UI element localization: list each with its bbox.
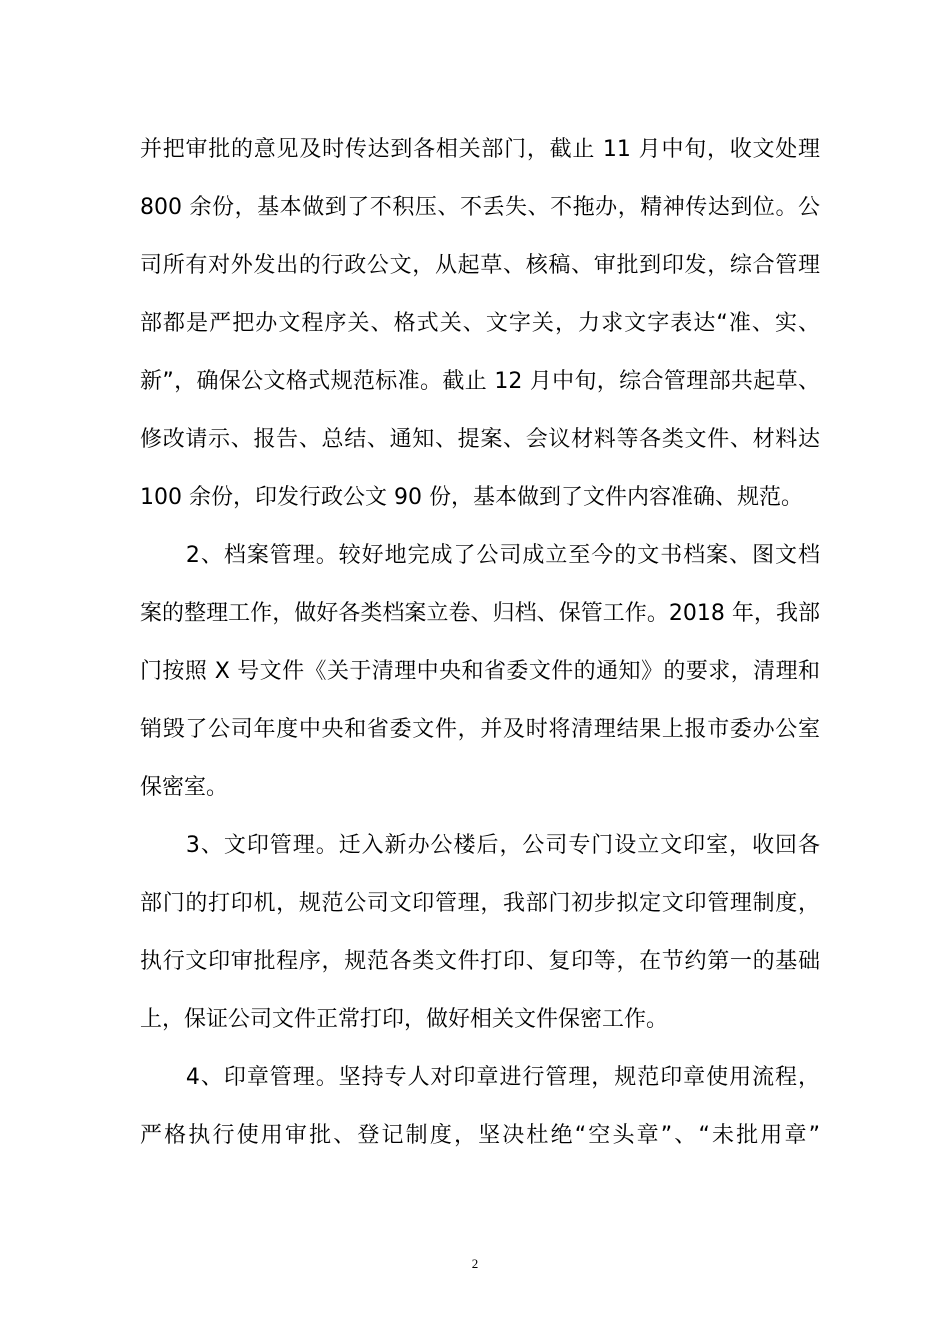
text-line: 门按照 X 号文件《关于清理中央和省委文件的通知》的要求，清理和: [140, 659, 820, 684]
text-line: 保密室。: [140, 775, 229, 800]
text-line: 司所有对外发出的行政公文，从起草、核稿、审批到印发，综合管理: [140, 253, 820, 278]
text-line: 修改请示、报告、总结、通知、提案、会议材料等各类文件、材料达: [140, 427, 820, 452]
document-body: [140, 121, 820, 1165]
text-line: 2、档案管理。较好地完成了公司成立至今的文书档案、图文档: [140, 543, 820, 568]
text-line: 部门的打印机，规范公司文印管理，我部门初步拟定文印管理制度，: [140, 891, 820, 916]
page-number: 2: [471, 1256, 479, 1271]
text-line: 并把审批的意见及时传达到各相关部门，截止 11 月中旬，收文处理: [140, 137, 820, 162]
text-line: 部都是严把办文程序关、格式关、文字关，力求文字表达“准、实、: [140, 311, 820, 336]
text-line: 执行文印审批程序，规范各类文件打印、复印等，在节约第一的基础: [140, 949, 820, 974]
text-line: 严格执行使用审批、登记制度，坚决杜绝“空头章”、“未批用章”: [140, 1123, 820, 1148]
text-line: 新”，确保公文格式规范标准。截止 12 月中旬，综合管理部共起草、: [140, 369, 820, 394]
text-line: 案的整理工作，做好各类档案立卷、归档、保管工作。2018 年，我部: [140, 601, 820, 626]
text-line: 800 余份，基本做到了不积压、不丢失、不拖办，精神传达到位。公: [140, 195, 820, 220]
text-line: 上，保证公司文件正常打印，做好相关文件保密工作。: [140, 1007, 669, 1032]
text-line: 100 余份，印发行政公文 90 份，基本做到了文件内容准确、规范。: [140, 485, 803, 510]
text-line: 销毁了公司年度中央和省委文件，并及时将清理结果上报市委办公室: [140, 717, 820, 742]
text-line: 4、印章管理。坚持专人对印章进行管理，规范印章使用流程，: [140, 1065, 820, 1090]
text-line: 3、文印管理。迁入新办公楼后，公司专门设立文印室，收回各: [140, 833, 820, 858]
